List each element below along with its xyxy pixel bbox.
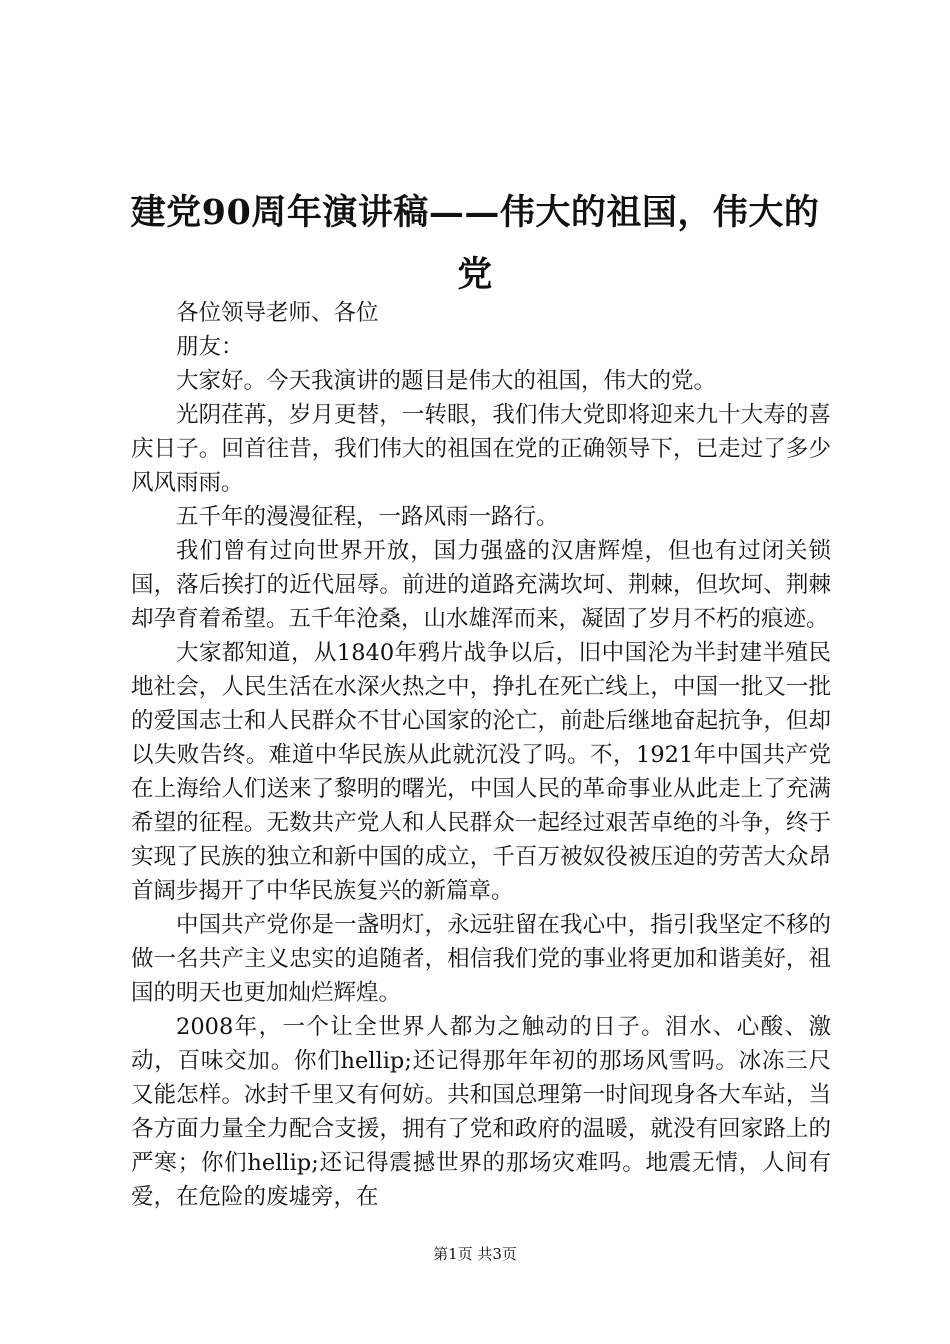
paragraph-history: 我们曾有过向世界开放，国力强盛的汉唐辉煌，但也有过闭关锁国，落后挨打的近代屈辱。前进的道路充满坎坷、荆棘，但坎坷、荆棘却孕育着希望。五千年沧桑，山水雄浑而来，凝固了岁月不朽的痕迹。 bbox=[131, 538, 831, 632]
paragraph-2008: 2008年，一个让全世界人都为之触动的日子。泪水、心酸、激动，百味交加。你们hellip;还记得那年年初的那场风雪吗。冰冻三尺又能怎样。冰封千里又有何妨。共和国总理第一时间现身各大车站，当各方面力量全力配合支援，拥有了党和政府的温暖，就没有回家路上的严寒；你们hellip;还记得震撼世界的那场灾难吗。地震无情，人间有爱，在危险的废墟旁，在 bbox=[131, 1014, 831, 1210]
paragraph-party-lamp: 中国共产党你是一盏明灯，永远驻留在我心中，指引我坚定不移的做一名共产主义忠实的追随者，相信我们党的事业将更加和谐美好，祖国的明天也更加灿烂辉煌。 bbox=[131, 912, 831, 1006]
paragraph-intro: 大家好。今天我演讲的题目是伟大的祖国，伟大的党。 bbox=[176, 368, 717, 394]
document-body bbox=[131, 296, 831, 1214]
paragraph-greeting-2: 朋友： bbox=[176, 334, 244, 360]
document-title: 建党90周年演讲稿——伟大的祖国，伟大的党 bbox=[130, 192, 820, 295]
paragraph-time: 光阴荏苒，岁月更替，一转眼，我们伟大党即将迎来九十大寿的喜庆日子。回首往昔，我们伟大的祖国在党的正确领导下，已走过了多少风风雨雨。 bbox=[131, 402, 831, 496]
paragraph-greeting-1: 各位领导老师、各位 bbox=[176, 300, 379, 326]
paragraph-journey: 五千年的漫漫征程，一路风雨一路行。 bbox=[176, 504, 559, 530]
paragraph-revolution: 大家都知道，从1840年鸦片战争以后，旧中国沦为半封建半殖民地社会，人民生活在水深火热之中，挣扎在死亡线上，中国一批又一批的爱国志士和人民群众不甘心国家的沦亡，前赴后继地奋起抗争，但却以失败告终。难道中华民族从此就沉没了吗。不，1921年中国共产党在上海给人们送来了黎明的曙光，中国人民的革命事业从此走上了充满希望的征程。无数共产党人和人民群众一起经过艰苦卓绝的斗争，终于实现了民族的独立和新中国的成立，千百万被奴役被压迫的劳苦大众昂首阔步揭开了中华民族复兴的新篇章。 bbox=[131, 640, 831, 904]
page-number-footer: 第1页 共3页 bbox=[433, 1245, 517, 1263]
